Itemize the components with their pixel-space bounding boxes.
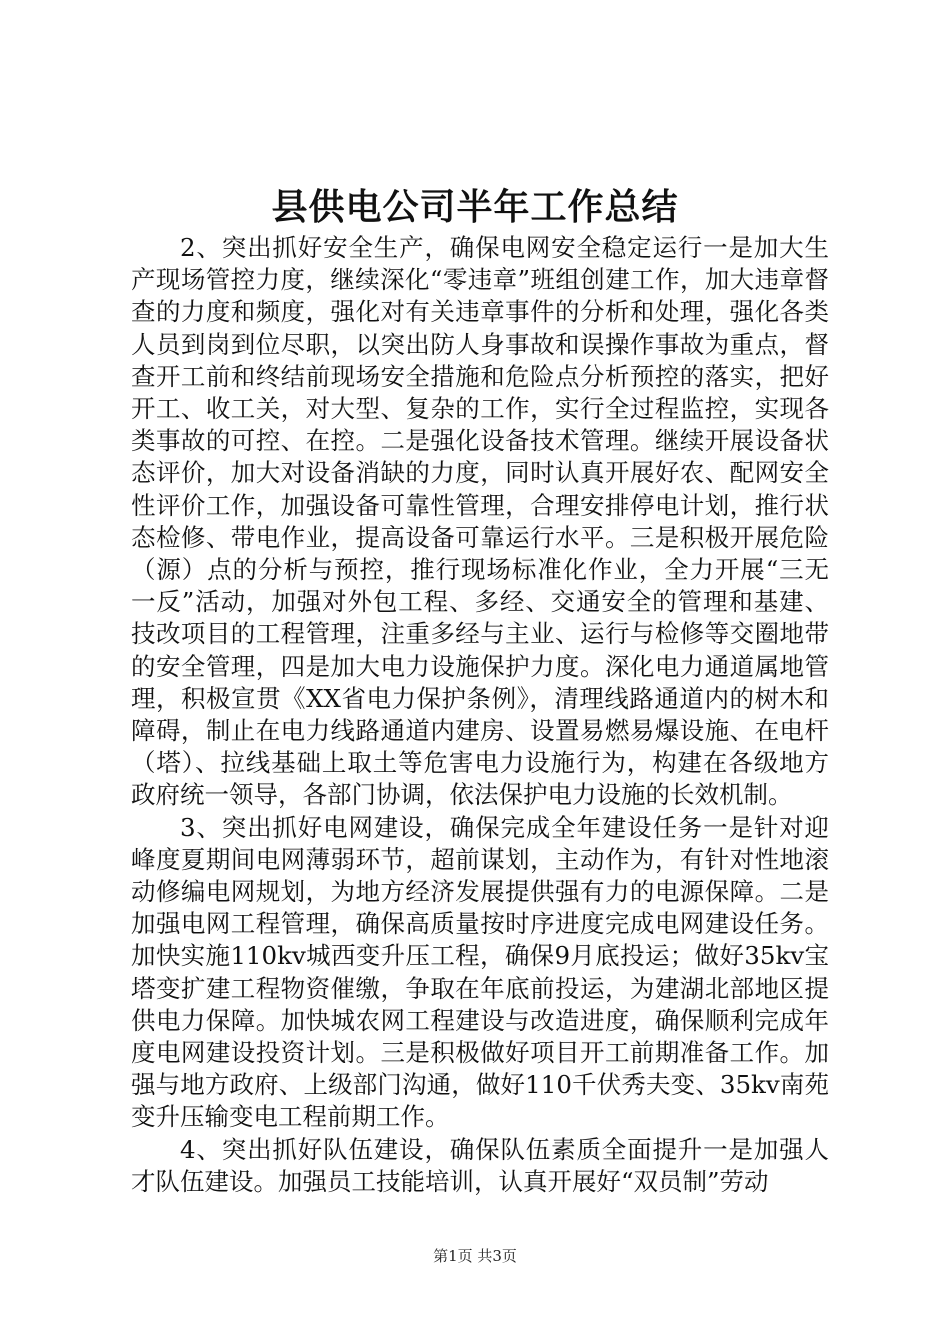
paragraph-safety: 2、突出抓好安全生产，确保电网安全稳定运行一是加大生产现场管控力度，继续深化“零违章”班组创建工作，加大违章督查的力度和频度，强化对有关违章事件的分析和处理，强化各类人员到岗到位尽职，以突出防人身事故和误操作事故为重点，督查开工前和终结前现场安全措施和危险点分析预控的落实，把好开工、收工关，对大型、复杂的工作，实行全过程监控，实现各类事故的可控、在控。二是强化设备技术管理。继续开展设备状态评价，加大对设备消缺的力度，同时认真开展好农、配网安全性评价工作，加强设备可靠性管理，合理安排停电计划，推行状态检修、带电作业，提高设备可靠运行水平。三是积极开展危险（源）点的分析与预控，推行现场标准化作业，全力开展“三无一反”活动，加强对外包工程、多经、交通安全的管理和基建、技改项目的工程管理，注重多经与主业、运行与检修等交圈地带的安全管理，四是加大电力设施保护力度。深化电力通道属地管理，积极宣贯《XX省电力保护条例》，清理线路通道内的树木和障碍，制止在电力线路通道内建房、设置易燃易爆设施、在电杆（塔）、拉线基础上取土等危害电力设施行为，构建在各级地方政府统一领导，各部门协调，依法保护电力设施的长效机制。: [131, 233, 829, 810]
paragraph-grid-construction: 3、突出抓好电网建设，确保完成全年建设任务一是针对迎峰度夏期间电网薄弱环节，超前谋划，主动作为，有针对性地滚动修编电网规划，为地方经济发展提供强有力的电源保障。二是加强电网工程管理，确保高质量按时序进度完成电网建设任务。加快实施110kv城西变升压工程，确保9月底投运；做好35kv宝塔变扩建工程物资催缴，争取在年底前投运，为建湖北部地区提供电力保障。加快城农网工程建设与改造进度，确保顺利完成年度电网建设投资计划。三是积极做好项目开工前期准备工作。加强与地方政府、上级部门沟通，做好110千伏秀夫变、35kv南苑变升压输变电工程前期工作。: [131, 812, 829, 1132]
document-body: [131, 232, 829, 1198]
page-footer: 第1页 共3页: [433, 1247, 517, 1265]
document-title: 县供电公司半年工作总结: [271, 186, 679, 228]
paragraph-team-building: 4、突出抓好队伍建设，确保队伍素质全面提升一是加强人才队伍建设。加强员工技能培训，认真开展好“双员制”劳动: [131, 1134, 829, 1196]
